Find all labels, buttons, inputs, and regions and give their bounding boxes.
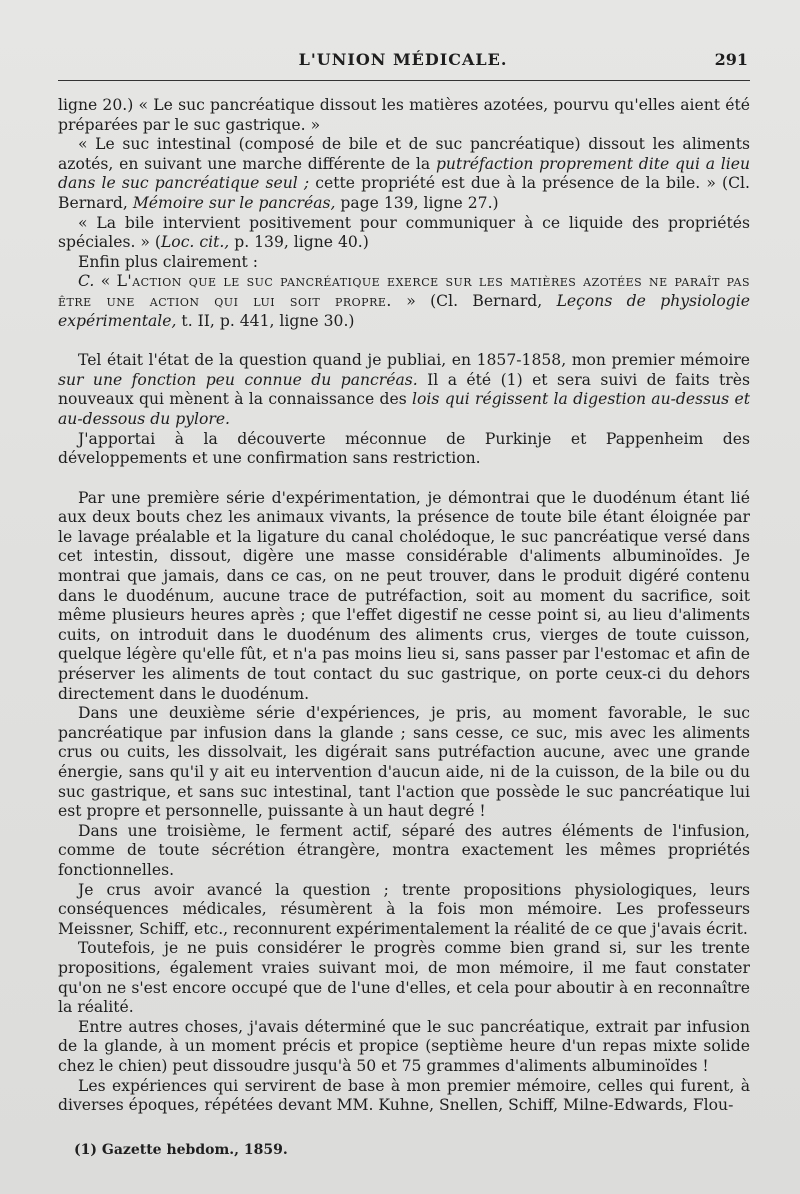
text-run: Entre autres choses, j'avais déterminé que le suc pancréatique, extrait par infusion de la glande, à un moment précis et propice (septième heure d'un repas mixte solide chez le chien) peut dissoudre jusqu'à 50 et 75 grammes d'aliments albuminoïdes ! (58, 1017, 750, 1075)
text-run: ligne 20.) « Le suc pancréatique dissout les matières azotées, pourvu qu'elles aient été préparées par le suc gastrique. » (58, 96, 750, 134)
running-title: L'UNION MÉDICALE. (298, 50, 508, 69)
page-number: 291 (714, 50, 748, 69)
paragraph (58, 489, 750, 705)
text-run: Enfin plus clairement : (78, 252, 259, 271)
text-run: Les expériences qui servirent de base à mon premier mémoire, celles qui furent, à diverses époques, répétées devant MM. Kuhne, Snellen, Schiff, Milne-Edwards, Flou- (58, 1076, 750, 1115)
text-run: « La bile intervient positivement pour communiquer à ce liquide des propriétés spéciales. » ( (58, 213, 750, 252)
italic-text: Mémoire sur le pancréas, (132, 193, 336, 212)
paragraph (58, 214, 750, 253)
text-run: Dans une troisième, le ferment actif, séparé des autres éléments de l'infusion, comme de toute sécrétion étrangère, montra exactement les mêmes propriétés fonctionnelles. (58, 821, 750, 879)
italic-text: Leçons de physiologie expérimentale, (58, 291, 750, 330)
paragraph (58, 1018, 750, 1077)
text-run: Je crus avoir avancé la question ; trente propositions physiologiques, leurs conséquences médicales, résumèrent à la fois mon mémoire. Les professeurs Meissner, Schiff, etc., reconnurent expérimentalement la réalité de ce que j'avais écrit. (58, 880, 750, 938)
italic-text: C. (78, 272, 95, 291)
italic-text: putréfaction proprement dite qui a lieu dans le suc pancréatique seul ; (58, 154, 751, 193)
text-run: t. II, p. 441, ligne 30.) (176, 311, 355, 330)
text-run: Toutefois, je ne puis considérer le progrès comme bien grand si, sur les trente propositions, également vraies suivant moi, de mon mémoire, il me faut constater qu'on ne s'est encore occupé que de l'une d'elles, et cela pour aboutir à en reconnaître la réalité. (58, 939, 750, 1017)
text-run: Il a été (1) et sera suivi de faits très nouveaux qui mènent à la connaissance des (58, 370, 750, 409)
text-run: cette propriété est due à la présence de la bile. » (Cl. Bernard, (58, 174, 750, 212)
text-run: « (94, 272, 117, 291)
text-run: J'apportai à la découverte méconnue de Purkinje et Pappenheim des développements et une confirmation sans restriction. (58, 429, 750, 468)
text-run: « Le suc intestinal (composé de bile et de suc pancréatique) dissout les aliments azotés, en suivant une marche différente de la (58, 135, 750, 173)
text-run: page 139, ligne 27.) (335, 193, 499, 212)
italic-text: Loc. cit., (160, 233, 230, 252)
text-run: Tel était l'état de la question quand je publiai, en 1857-1858, mon premier mémoire (78, 351, 750, 370)
paragraph (58, 96, 750, 135)
small-caps-text: L'action que le suc pancréatique exerce sur les matières azotées ne paraît pas être une action qui lui soit propre. (58, 272, 750, 310)
text-run: Par une première série d'expérimentation, je démontrai que le duodénum étant lié aux deux bouts chez les animaux vivants, la présence de toute bile étant éloignée par le lavage préalable et la ligature du canal cholédoque, le suc pancréatique versé dans cet intestin, dissout, digère une masse considérable d'aliments albuminoïdes. Je montrai que jamais, dans ce cas, on ne peut trouver, dans le produit digéré contenu dans le duodénum, aucune trace de putréfaction, soit au moment du sacrifice, soit même plusieurs heures après ; que l'effet digestif ne cesse point si, au lieu d'aliments cuits, on introduit dans le duodénum des aliments crus, vierges de toute cuisson, quelque légère qu'elle fût, et n'a pas moins lieu si, sans passer par l'estomac et afin de préserver les aliments de tout contact du suc gastrique, on porte ceux-ci du dehors directement dans le duodénum. (58, 488, 750, 703)
text-run: » (Cl. Bernard, (391, 291, 557, 310)
header-rule (58, 80, 750, 81)
italic-text: lois qui régissent la digestion au-dessus et au-dessous du pylore. (58, 390, 750, 428)
paragraph (58, 351, 750, 429)
paragraph (58, 135, 750, 213)
text-run: Dans une deuxième série d'expériences, je pris, au moment favorable, le suc pancréatique par infusion dans la glande ; sans cesse, ce suc, mis avec les aliments crus ou cuits, les dissolvait, les digérait sans putréfaction aucune, avec une grande énergie, sans qu'il y ait eu intervention d'aucun aide, ni de la cuisson, de la bile ou du suc gastrique, et sans suc intestinal, tant l'action que possède le suc pancréatique lui est propre et personnelle, puissante à un haut degré ! (58, 704, 750, 821)
paragraph (58, 704, 750, 822)
paragraph (58, 272, 750, 331)
body-text (58, 96, 750, 1116)
paragraph (58, 430, 750, 469)
paragraph (58, 1077, 750, 1116)
paragraph (58, 822, 750, 881)
page-header (58, 50, 748, 74)
text-run: p. 139, ligne 40.) (229, 233, 369, 252)
footnote: (1) Gazette hebdom., 1859. (74, 1142, 288, 1158)
paragraph (58, 881, 750, 940)
paragraph (58, 253, 750, 273)
italic-text: sur une fonction peu connue du pancréas. (58, 370, 418, 389)
paragraph (58, 939, 750, 1017)
